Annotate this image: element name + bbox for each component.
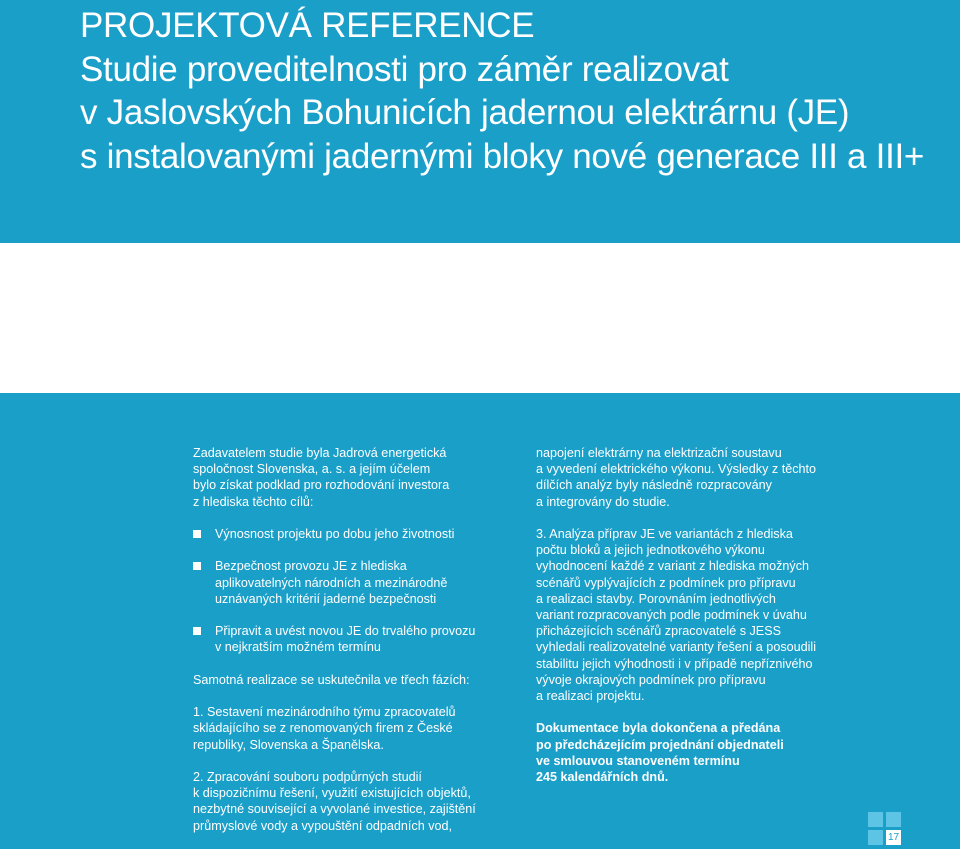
four-squares-icon: [868, 812, 902, 846]
text-line: republiky, Slovenska a Španělska.: [193, 737, 384, 752]
logo-square: [868, 830, 883, 845]
text-line: Samotná realizace se uskutečnila ve třech fázích:: [193, 672, 470, 687]
text-line: napojení elektrárny na elektrizační soustavu: [536, 446, 782, 460]
text-line: a realizaci stavby. Porovnáním jednotlivých: [536, 591, 776, 606]
text-line: po předcházejícím projednání objednateli: [536, 737, 784, 752]
right-column: [536, 445, 836, 801]
bullet-item: [193, 558, 503, 607]
image-band: [0, 243, 960, 393]
text-line: Zadavatelem studie byla Jadrová energetická: [193, 446, 447, 460]
left-column: [193, 445, 503, 850]
text-line: 3. Analýza příprav JE ve variantách z hlediska: [536, 527, 793, 541]
text-line: stabilitu jejich výhodnosti i v případě nepříznivého: [536, 656, 813, 671]
title-line: v Jaslovských Bohunicích jadernou elektrárnu (JE): [80, 93, 850, 132]
text-line: z hlediska těchto cílů:: [193, 494, 314, 509]
conclusion-paragraph: [536, 720, 836, 785]
text-line: aplikovatelných národních a mezinárodně: [215, 575, 448, 590]
text-line: vyhledali realizovatelné varianty řešení a posoudili: [536, 640, 817, 655]
text-line: počtu bloků a jejich jednotkového výkonu: [536, 543, 765, 558]
text-line: 2. Zpracování souboru podpůrných studií: [193, 769, 422, 784]
text-line: v nejkratším možném termínu: [215, 640, 381, 655]
title-line: Studie proveditelnosti pro záměr realizovat: [80, 49, 729, 89]
title-line: s instalovanými jadernými bloky nové generace III a III+: [80, 136, 925, 176]
text-line: a vyvedení elektrického výkonu. Výsledky z těchto: [536, 462, 817, 477]
phase-3: [536, 526, 836, 704]
page-number: 17: [887, 832, 900, 843]
text-line: spoločnost Slovenska, a. s. a jejím účelem: [193, 462, 431, 477]
page-title: [80, 4, 940, 178]
text-line: 1. Sestavení mezinárodního týmu zpracovatelů: [193, 705, 456, 720]
text-line: a integrovány do studie.: [536, 494, 670, 509]
text-line: a realizaci projektu.: [536, 689, 645, 704]
text-line: skládajícího se z renomovaných firem z České: [193, 721, 453, 736]
text-line: dílčích analýz byly následně rozpracovány: [536, 478, 772, 493]
logo-square: [868, 812, 883, 827]
text-line: bylo získat podklad pro rozhodování investora: [193, 478, 450, 493]
text-line: nezbytné související a vyvolané investice, zajištění: [193, 802, 476, 817]
text-line: 245 kalendářních dnů.: [536, 770, 669, 785]
phase-1: [193, 704, 503, 753]
intro-paragraph: [193, 445, 503, 510]
text-line: průmyslové vody a vypouštění odpadních vod,: [193, 818, 453, 833]
text-line: Výnosnost projektu po dobu jeho životnosti: [215, 527, 455, 541]
text-line: Bezpečnost provozu JE z hlediska: [215, 559, 407, 574]
text-line: uznávaných kritérií jaderné bezpečnosti: [215, 591, 437, 606]
text-line: k dispozičnímu řešení, využití existujících objektů,: [193, 786, 471, 801]
text-line: Dokumentace byla dokončena a předána: [536, 721, 781, 736]
logo-square: [886, 812, 901, 827]
continuation-paragraph: [536, 445, 836, 510]
text-line: scénářů vyplývajících z podmínek pro přípravu: [536, 575, 796, 590]
phases-intro: [193, 672, 503, 688]
bullet-item: [193, 526, 503, 542]
text-line: variant rozpracovaných podle podmínek v úvahu: [536, 608, 807, 623]
text-line: vyhodnocení každé z variant z hlediska možných: [536, 559, 810, 574]
phase-2: [193, 769, 503, 834]
bullet-item: [193, 623, 503, 655]
text-line: Připravit a uvést novou JE do trvalého provozu: [215, 624, 476, 639]
bullet-square-icon: [193, 627, 201, 635]
text-line: ve smlouvou stanoveném termínu: [536, 753, 740, 768]
bullet-square-icon: [193, 562, 201, 570]
bullet-square-icon: [193, 530, 201, 538]
text-line: vývoje okrajových podmínek pro přípravu: [536, 672, 766, 687]
title-line: PROJEKTOVÁ REFERENCE: [80, 6, 535, 45]
text-line: přicházejících scénářů zpracovatelé s JESS: [536, 624, 781, 639]
